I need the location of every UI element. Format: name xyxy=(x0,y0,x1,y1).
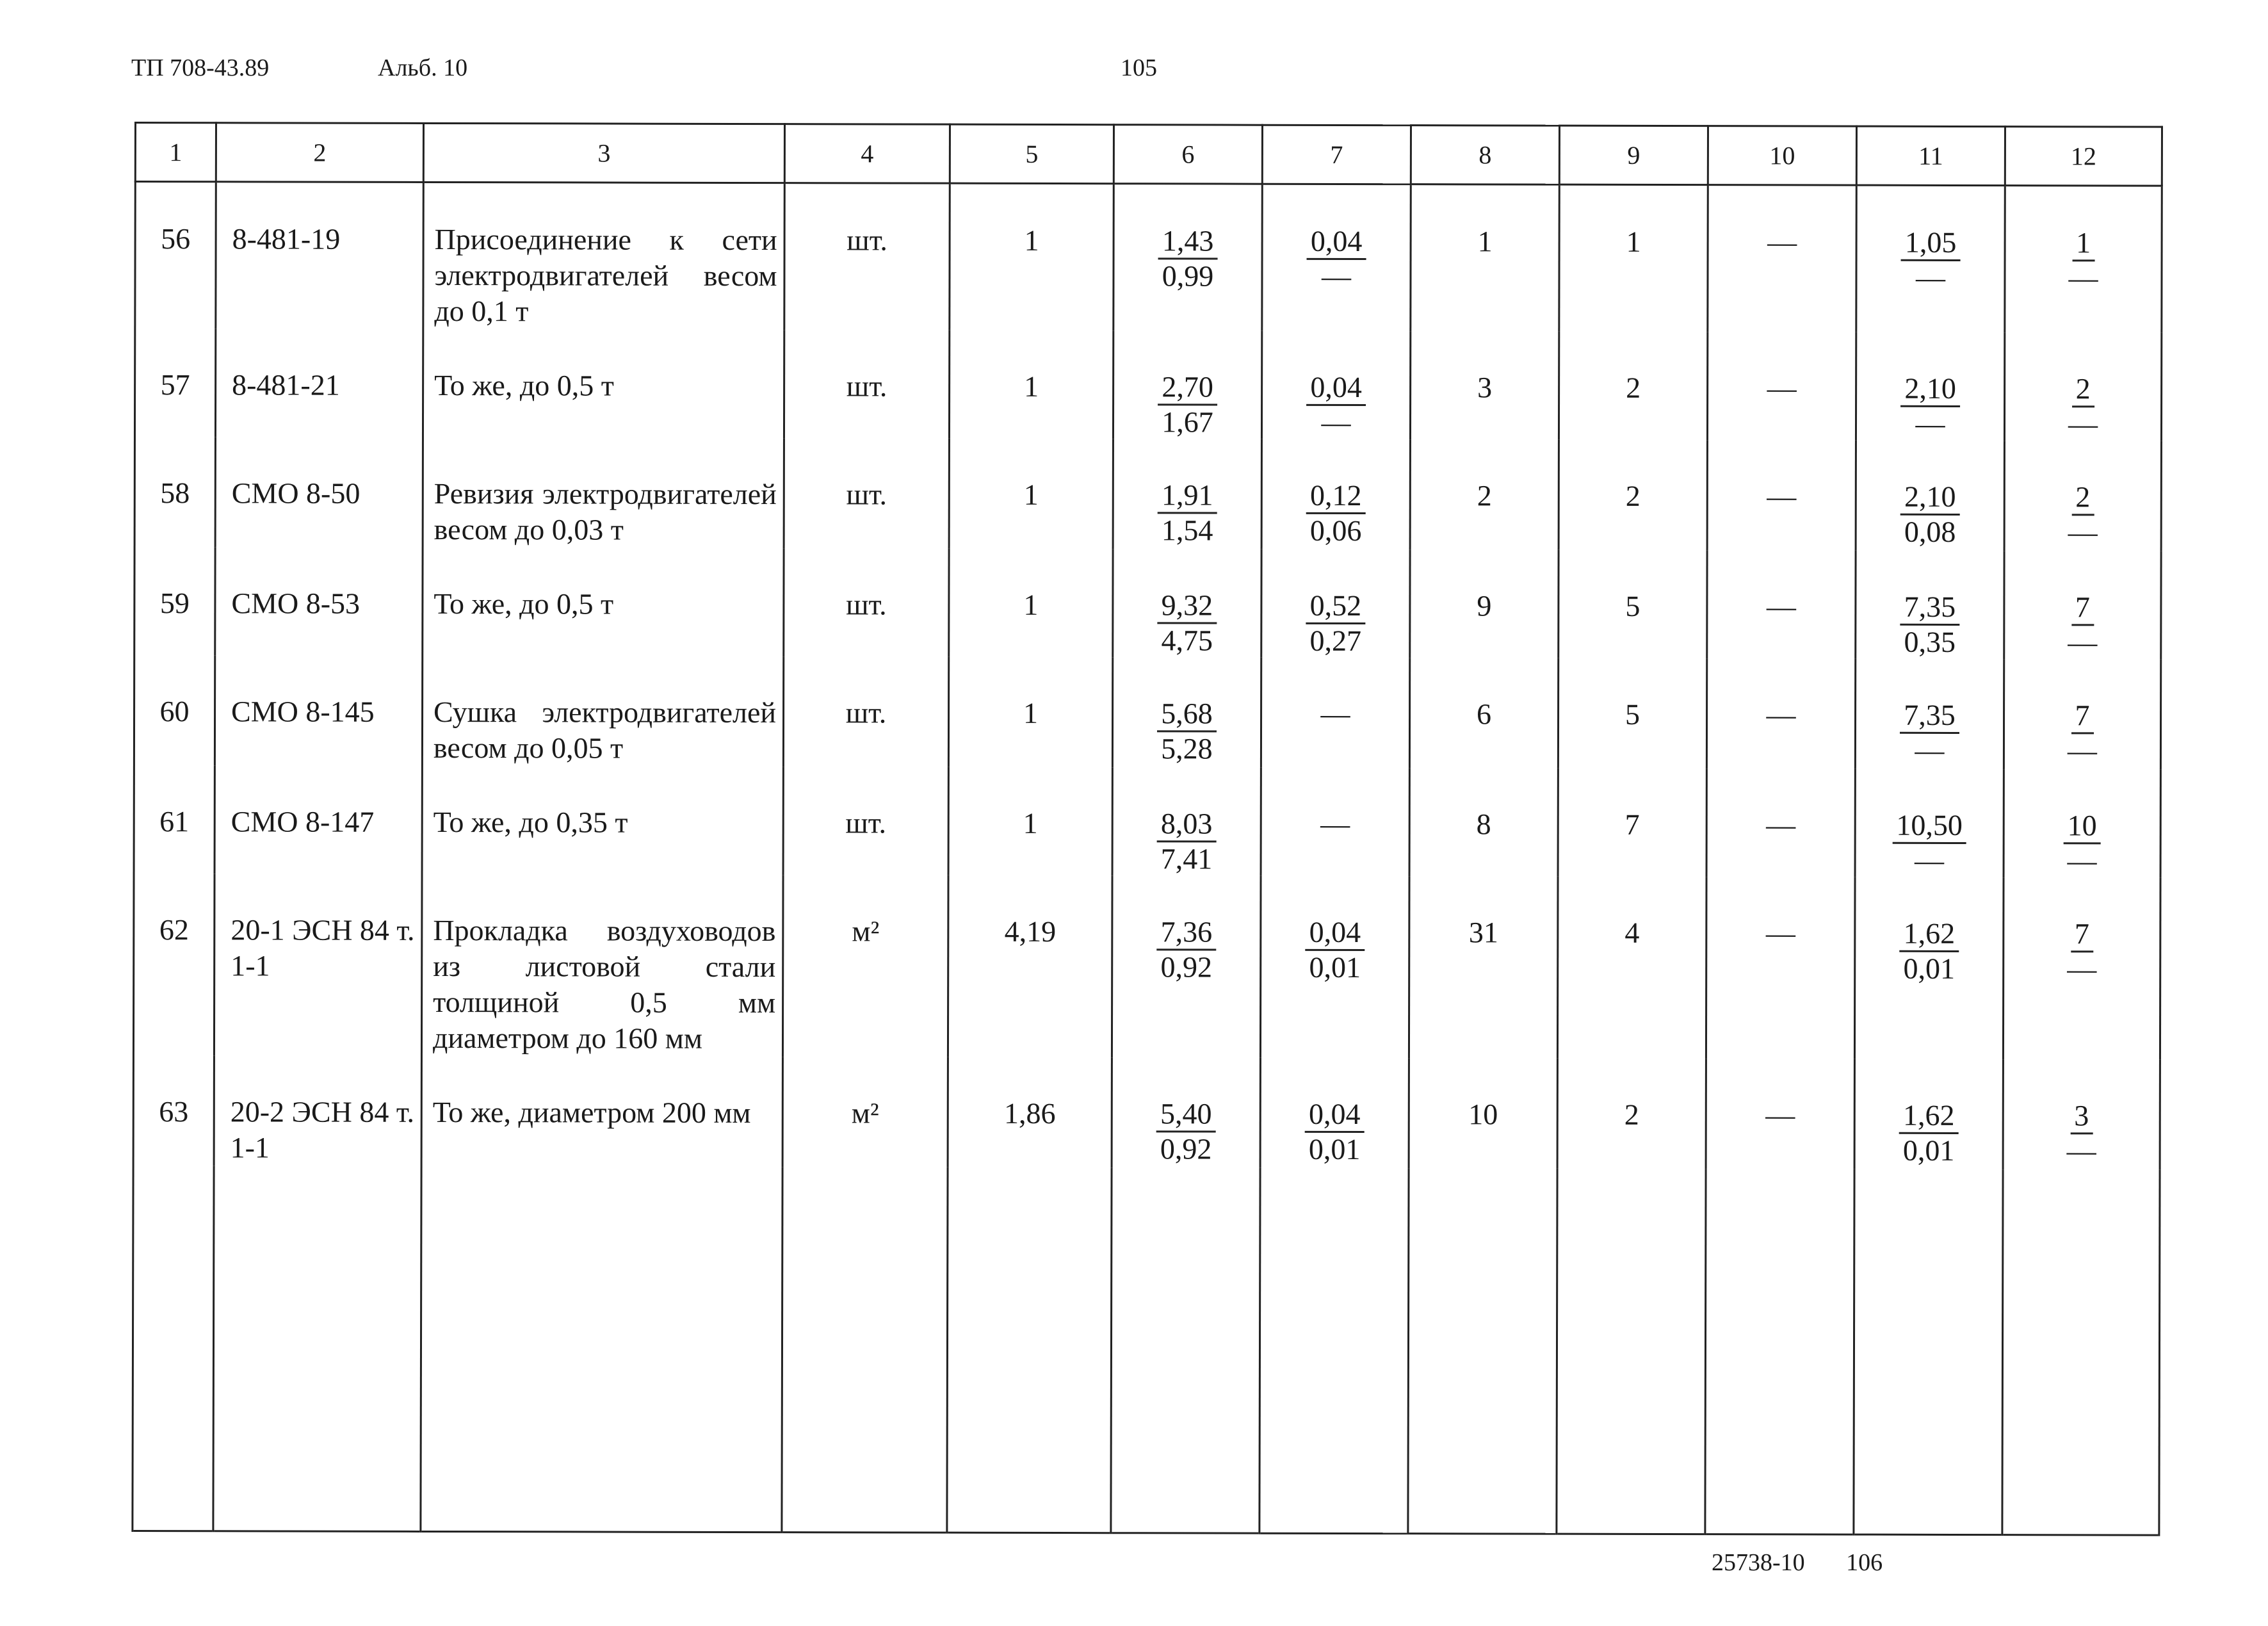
fraction-denominator: — xyxy=(2068,407,2098,441)
quantity-cell: 1 xyxy=(949,549,1113,658)
value-cell-c9: 1 xyxy=(1559,184,1708,332)
unit-cell: шт. xyxy=(784,183,950,330)
fraction-value xyxy=(1892,809,1966,877)
empty-cell xyxy=(1408,1168,1557,1534)
value-cell-c6 xyxy=(1113,439,1261,549)
norm-code-cell: СМО 8-145 xyxy=(215,655,422,766)
value-cell-c10: — xyxy=(1706,877,1855,1059)
quantity-cell: 1 xyxy=(948,767,1112,876)
fraction-numerator: 7,35 xyxy=(1900,699,1959,734)
table-body xyxy=(133,182,2162,1536)
fraction-numerator: 1,62 xyxy=(1900,917,1959,952)
unit-cell: шт. xyxy=(783,656,948,767)
fraction-value xyxy=(1157,697,1217,765)
value-cell-c7 xyxy=(1260,1058,1409,1168)
column-header: 12 xyxy=(2005,127,2162,186)
value-cell-c7 xyxy=(1261,331,1410,439)
value-cell-c12 xyxy=(2004,332,2161,441)
empty-cell xyxy=(1705,1169,1854,1534)
value-cell-c12 xyxy=(2003,877,2160,1060)
fraction-numerator: 1,43 xyxy=(1158,224,1218,259)
fraction-denominator: — xyxy=(2067,952,2097,986)
norm-code-cell: 20-1 ЭСН 84 т. 1-1 xyxy=(214,874,422,1056)
empty-cell xyxy=(947,1167,1112,1533)
value-cell-c12 xyxy=(2004,659,2160,770)
empty-cell xyxy=(2002,1169,2160,1535)
fraction-value xyxy=(1305,1098,1365,1166)
fraction-value xyxy=(1158,478,1217,547)
fraction-denominator: 0,27 xyxy=(1309,624,1362,658)
quantity-cell: 1 xyxy=(948,657,1112,768)
column-header: 6 xyxy=(1114,125,1262,184)
value-cell-c12 xyxy=(2005,186,2162,333)
fraction-denominator: 0,01 xyxy=(1308,1132,1361,1166)
value-cell-c8: 9 xyxy=(1410,549,1559,658)
table-row xyxy=(134,765,2160,878)
fraction-numerator: 8,03 xyxy=(1157,807,1217,842)
value-cell-c10: — xyxy=(1707,550,1856,658)
row-number-cell: 56 xyxy=(135,182,216,329)
table-row xyxy=(133,1055,2160,1170)
value-cell-c10: — xyxy=(1707,332,1856,440)
empty-cell xyxy=(1260,1168,1409,1534)
value-cell-c8: 31 xyxy=(1409,876,1558,1058)
fraction-value xyxy=(1305,916,1365,984)
fraction-value xyxy=(2063,1099,2100,1167)
fraction-numerator: 2,70 xyxy=(1158,370,1217,405)
fraction-denominator: 5,28 xyxy=(1161,732,1213,765)
fraction-numerator: 1,91 xyxy=(1158,478,1217,514)
value-cell-c8: 1 xyxy=(1411,184,1559,332)
fraction-value xyxy=(1899,1099,1959,1167)
value-cell-c11 xyxy=(1855,769,2004,877)
column-header: 2 xyxy=(216,123,423,183)
fraction-value xyxy=(1900,372,1960,441)
value-cell-c8: 3 xyxy=(1410,331,1559,439)
fraction-value xyxy=(1158,589,1217,657)
value-cell-c6 xyxy=(1113,330,1261,439)
fraction-numerator: 1 xyxy=(2072,226,2094,261)
fraction-value xyxy=(1307,225,1366,293)
fraction-denominator: — xyxy=(2066,1134,2096,1167)
unit-cell: шт. xyxy=(784,330,949,439)
column-header: 3 xyxy=(423,123,784,183)
quantity-cell: 1,86 xyxy=(948,1057,1112,1168)
value-cell-c11 xyxy=(1856,332,2004,441)
fraction-numerator: 7 xyxy=(2071,917,2093,952)
work-name-cell: Прокладка воздуховодов из листовой стали толщиной 0,5 мм диаметром до 160 мм xyxy=(421,874,783,1057)
fraction-denominator: 1,54 xyxy=(1161,514,1213,547)
fraction-numerator: 0,04 xyxy=(1305,1098,1365,1133)
fraction-denominator: — xyxy=(1321,405,1351,439)
fraction-value xyxy=(1900,590,1959,659)
value-cell-c10: — xyxy=(1706,658,1855,768)
table-row xyxy=(134,329,2161,441)
empty-cell xyxy=(782,1167,948,1533)
value-cell-c11 xyxy=(1856,551,2004,659)
fraction-numerator: 7,36 xyxy=(1157,915,1217,950)
fraction-value xyxy=(1900,480,1960,549)
unit-cell: м² xyxy=(782,875,948,1057)
fraction-value xyxy=(1156,1097,1216,1166)
empty-cell xyxy=(213,1166,421,1531)
fraction-value xyxy=(1306,479,1366,548)
fraction-denominator: 0,92 xyxy=(1160,1132,1212,1166)
value-cell-c11 xyxy=(1855,659,2004,769)
order-code: 25738-10 xyxy=(1712,1549,1805,1576)
value-cell-c11 xyxy=(1854,877,2004,1059)
quantity-cell: 1 xyxy=(949,330,1113,439)
column-header: 5 xyxy=(950,124,1114,184)
fraction-denominator: — xyxy=(1915,843,1945,877)
value-cell-c10: — xyxy=(1707,440,1856,550)
fraction-numerator: 2 xyxy=(2072,372,2094,407)
estimate-table xyxy=(131,122,2163,1536)
value-cell-c11 xyxy=(1856,185,2005,332)
value-cell-c11 xyxy=(1854,1059,2003,1169)
fraction-numerator: 0,52 xyxy=(1306,589,1366,624)
column-header: 1 xyxy=(135,123,216,182)
row-number-cell: 58 xyxy=(134,437,215,547)
fraction-denominator: 7,41 xyxy=(1160,842,1213,875)
row-number-cell: 60 xyxy=(134,655,215,765)
norm-code-cell: 8-481-21 xyxy=(215,329,423,437)
norm-code-cell: СМО 8-147 xyxy=(215,765,422,874)
quantity-cell: 4,19 xyxy=(948,875,1112,1058)
norm-code-cell: 20-2 ЭСН 84 т. 1-1 xyxy=(214,1055,421,1166)
fraction-numerator: 0,04 xyxy=(1307,225,1366,260)
table-row xyxy=(134,437,2161,551)
estimate-table-wrapper xyxy=(131,122,2161,1536)
fraction-denominator: 1,67 xyxy=(1162,405,1213,439)
fraction-denominator: 0,92 xyxy=(1160,950,1213,984)
fraction-numerator: 2 xyxy=(2071,480,2094,516)
fraction-denominator: — xyxy=(2068,516,2098,549)
fraction-value xyxy=(1901,226,1961,295)
value-cell-c9: 5 xyxy=(1558,658,1706,768)
value-cell-c9: 4 xyxy=(1557,877,1706,1059)
value-cell-c10: — xyxy=(1708,185,1856,332)
fraction-denominator: — xyxy=(2067,734,2098,767)
value-cell-c12 xyxy=(2004,769,2160,878)
document-code: ТП 708-43.89 xyxy=(131,54,270,81)
value-cell-c6 xyxy=(1112,1057,1260,1167)
fraction-denominator: — xyxy=(2068,261,2098,295)
value-cell-c6 xyxy=(1114,184,1262,331)
value-cell-c6 xyxy=(1112,657,1261,767)
fraction-value xyxy=(2064,699,2101,767)
work-name-cell: Сушка электродвигателей весом до 0,05 т xyxy=(422,656,783,767)
column-header: 11 xyxy=(1856,126,2005,185)
fraction-numerator: 7 xyxy=(2071,590,2094,626)
fraction-numerator: 1,62 xyxy=(1899,1099,1959,1134)
value-cell-c9: 5 xyxy=(1559,550,1707,658)
value-cell-c7 xyxy=(1261,549,1410,658)
work-name-cell: То же, до 0,5 т xyxy=(423,548,784,656)
fraction-numerator: 0,04 xyxy=(1306,916,1365,951)
fraction-value xyxy=(2064,372,2102,441)
fraction-denominator: — xyxy=(1915,407,1945,440)
norm-code-cell: 8-481-19 xyxy=(216,182,423,329)
column-header: 8 xyxy=(1411,126,1559,184)
fraction-value xyxy=(2064,809,2101,877)
column-header: 4 xyxy=(784,124,950,184)
column-header: 9 xyxy=(1559,126,1708,184)
value-cell-c7: — xyxy=(1261,658,1409,768)
fraction-numerator: 5,68 xyxy=(1157,697,1217,732)
fraction-denominator: 0,08 xyxy=(1904,515,1956,548)
fraction-numerator: 7 xyxy=(2071,699,2094,734)
work-name-cell: Ревизия электродвигателей весом до 0,03 т xyxy=(423,437,784,548)
empty-cell xyxy=(1557,1169,1706,1534)
fraction-value xyxy=(1306,589,1366,658)
fraction-denominator: — xyxy=(1915,733,1945,767)
table-row xyxy=(134,547,2161,660)
fraction-value xyxy=(1156,915,1216,984)
fraction-denominator: 0,99 xyxy=(1162,259,1214,293)
page-footer xyxy=(1712,1549,1883,1577)
album-label: Альб. 10 xyxy=(378,54,468,81)
value-cell-c9: 2 xyxy=(1559,440,1707,550)
fraction-value xyxy=(2064,480,2102,549)
fraction-denominator: 0,35 xyxy=(1904,625,1956,658)
fraction-numerator: 0,04 xyxy=(1306,371,1366,406)
value-cell-c8: 8 xyxy=(1409,768,1558,876)
fraction-denominator: 0,06 xyxy=(1309,514,1362,548)
fraction-numerator: 10 xyxy=(2064,809,2101,844)
fraction-numerator: 2,10 xyxy=(1900,480,1960,516)
fraction-value xyxy=(1158,224,1218,293)
table-row xyxy=(134,655,2160,770)
fraction-numerator: 3 xyxy=(2070,1099,2093,1134)
fraction-value xyxy=(1306,371,1366,439)
fraction-numerator: 1,05 xyxy=(1901,226,1961,261)
value-cell-c6 xyxy=(1112,875,1261,1057)
value-cell-c7 xyxy=(1262,184,1411,331)
value-cell-c10: — xyxy=(1706,1059,1854,1169)
column-header: 10 xyxy=(1708,126,1856,185)
fraction-denominator: 0,01 xyxy=(1309,950,1361,984)
value-cell-c7 xyxy=(1261,439,1410,549)
table-row xyxy=(135,182,2162,333)
fraction-denominator: 4,75 xyxy=(1161,624,1213,657)
work-name-cell: То же, до 0,5 т xyxy=(423,329,784,438)
empty-cell xyxy=(421,1166,782,1533)
norm-code-cell: СМО 8-53 xyxy=(215,547,423,656)
value-cell-c12 xyxy=(2004,551,2161,660)
unit-cell: м² xyxy=(782,1057,948,1167)
value-cell-c6 xyxy=(1113,549,1261,657)
value-cell-c9: 2 xyxy=(1559,332,1707,440)
fraction-denominator: — xyxy=(1915,261,1946,294)
table-row xyxy=(133,874,2160,1060)
column-number-row xyxy=(135,123,2162,186)
quantity-cell: 1 xyxy=(950,183,1114,330)
fraction-value xyxy=(1900,699,1959,767)
quantity-cell: 1 xyxy=(949,439,1113,549)
fraction-numerator: 5,40 xyxy=(1156,1097,1216,1132)
unit-cell: шт. xyxy=(784,548,949,657)
fraction-value xyxy=(1157,807,1217,875)
value-cell-c11 xyxy=(1856,441,2004,551)
value-cell-c6 xyxy=(1112,767,1261,875)
fraction-denominator: 0,01 xyxy=(1903,952,1956,985)
fraction-value xyxy=(2063,917,2100,986)
empty-cell xyxy=(133,1166,214,1531)
value-cell-c9: 7 xyxy=(1558,768,1706,877)
fraction-denominator: — xyxy=(2068,626,2098,659)
value-cell-c8: 2 xyxy=(1410,439,1559,549)
row-number-cell: 59 xyxy=(134,547,215,655)
fraction-denominator: — xyxy=(2067,844,2097,877)
fraction-value xyxy=(1899,917,1959,986)
row-number-cell: 57 xyxy=(134,329,215,437)
value-cell-c10: — xyxy=(1706,768,1855,877)
value-cell-c8: 10 xyxy=(1409,1058,1557,1168)
row-number-cell: 63 xyxy=(133,1055,214,1166)
fraction-numerator: 7,35 xyxy=(1900,590,1960,626)
value-cell-c12 xyxy=(2003,1059,2160,1170)
work-name-cell: То же, диаметром 200 мм xyxy=(421,1056,782,1167)
sheet-number: 106 xyxy=(1846,1549,1883,1576)
fraction-denominator: 0,01 xyxy=(1902,1134,1955,1167)
value-cell-c8: 6 xyxy=(1409,658,1558,768)
page-number: 105 xyxy=(1121,54,1157,81)
unit-cell: шт. xyxy=(783,767,948,875)
work-name-cell: То же, до 0,35 т xyxy=(422,766,783,875)
work-name-cell: Присоединение к сети электродвигателей весом до 0,1 т xyxy=(423,182,784,330)
fraction-numerator: 10,50 xyxy=(1892,809,1966,844)
fraction-numerator: 9,32 xyxy=(1158,589,1217,624)
norm-code-cell: СМО 8-50 xyxy=(215,437,423,548)
value-cell-c9: 2 xyxy=(1557,1059,1706,1169)
empty-filler-row xyxy=(133,1166,2160,1535)
fraction-denominator: — xyxy=(1321,259,1352,293)
column-header: 7 xyxy=(1262,125,1411,184)
fraction-numerator: 2,10 xyxy=(1900,372,1960,407)
fraction-value xyxy=(2064,590,2101,659)
row-number-cell: 61 xyxy=(134,765,215,874)
value-cell-c7 xyxy=(1260,876,1409,1058)
fraction-value xyxy=(2064,226,2102,295)
fraction-value xyxy=(1158,370,1217,439)
value-cell-c7: — xyxy=(1261,768,1409,876)
row-number-cell: 62 xyxy=(133,874,215,1055)
value-cell-c12 xyxy=(2004,441,2161,551)
unit-cell: шт. xyxy=(784,438,949,549)
empty-cell xyxy=(1111,1167,1260,1533)
fraction-numerator: 0,12 xyxy=(1306,479,1366,514)
empty-cell xyxy=(1854,1169,2003,1535)
